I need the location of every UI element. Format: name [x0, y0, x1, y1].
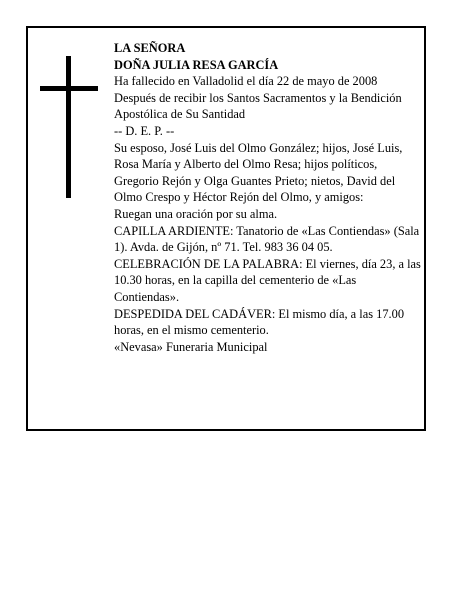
chapel-info: CAPILLA ARDIENTE: Tanatorio de «Las Contiendas» (Sala 1). Avda. de Gijón, nº 71. Tel. 983 36 04 05.	[114, 223, 420, 255]
family-list: Su esposo, José Luis del Olmo González; hijos, José Luis, Rosa María y Alberto del Olmo Resa; hijos políticos, Gregorio Rejón y Olga Guantes Prieto; nietos, David del Olmo Crespo y Héctor Rejón del Olmo, y amigos:	[114, 140, 403, 205]
sacraments-line: Después de recibir los Santos Sacramentos y la Bendición Apostólica de Su Santidad	[114, 90, 402, 122]
deceased-name: DOÑA JULIA RESA GARCÍA	[114, 57, 279, 72]
celebration-info: CELEBRACIÓN DE LA PALABRA: El viernes, día 23, a las 10.30 horas, en la capilla del cementerio de «Las Contiendas».	[114, 256, 421, 304]
prayer-request: Ruegan una oración por su alma.	[114, 206, 278, 221]
notice-text	[114, 40, 424, 355]
farewell-info: DESPEDIDA DEL CADÁVER: El mismo día, a las 17.00 horas, en el mismo cementerio.	[114, 306, 405, 338]
cross-vertical-bar	[66, 56, 71, 198]
rip-line: -- D. E. P. --	[114, 123, 175, 138]
funeral-home: «Nevasa» Funeraria Municipal	[114, 339, 268, 354]
death-announcement: Ha fallecido en Valladolid el día 22 de mayo de 2008	[114, 74, 378, 89]
notice-title-line1: LA SEÑORA	[114, 41, 186, 55]
latin-cross-icon	[40, 56, 98, 198]
cross-horizontal-bar	[40, 86, 98, 91]
obituary-notice	[26, 26, 426, 431]
